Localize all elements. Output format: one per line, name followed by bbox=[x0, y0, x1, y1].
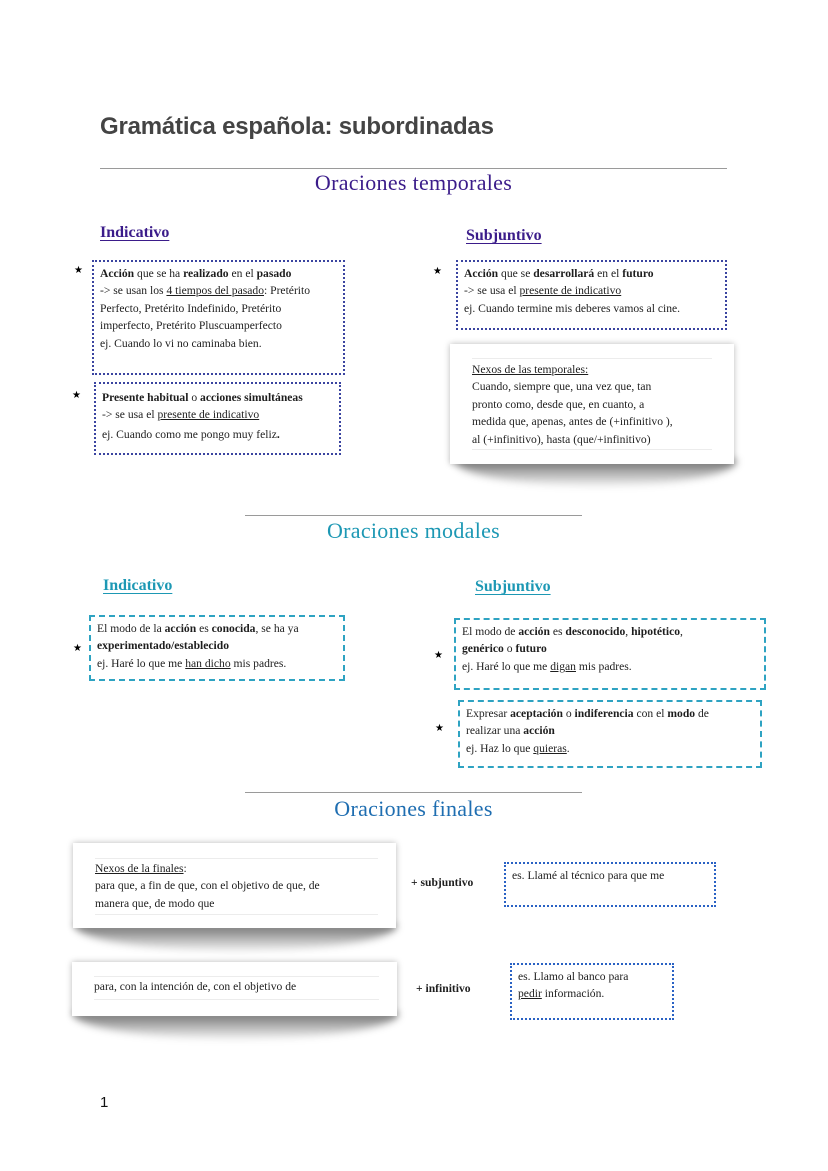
line bbox=[102, 389, 333, 406]
title-divider bbox=[100, 168, 727, 169]
text: ej. Haré lo que me bbox=[97, 656, 186, 670]
keyword: acciones simultáneas bbox=[200, 391, 303, 404]
line: Cuando, siempre que, una vez que, tan bbox=[472, 380, 652, 394]
finales-example-box-infinitivo bbox=[510, 963, 674, 1020]
text: . bbox=[566, 741, 570, 755]
connector-infinitivo: + infinitivo bbox=[416, 982, 471, 995]
section-divider bbox=[245, 792, 582, 793]
keyword: pasado bbox=[256, 267, 292, 280]
line: medida que, apenas, antes de (+infinitivo ), bbox=[472, 415, 673, 429]
line bbox=[462, 640, 758, 657]
keyword: realizado bbox=[183, 267, 229, 280]
temporales-indicativo-box-habitual bbox=[94, 382, 341, 455]
temporales-indicativo-heading: Indicativo bbox=[100, 224, 170, 241]
keyword: Acción bbox=[464, 267, 499, 280]
text: ej. Haz lo que bbox=[466, 741, 534, 755]
bullet-star-icon: ★ bbox=[72, 390, 81, 401]
line bbox=[97, 637, 337, 654]
text: , se ha ya bbox=[255, 622, 299, 635]
card-content bbox=[94, 976, 379, 1000]
line: para, con la intención de, con el objetivo de bbox=[94, 980, 297, 993]
card-heading bbox=[95, 860, 378, 877]
text: con el bbox=[633, 707, 668, 720]
example-line bbox=[518, 985, 666, 1002]
temporales-indicativo-box-pasado bbox=[92, 260, 345, 375]
line: Perfecto, Pretérito Indefinido, Pretérito bbox=[100, 301, 282, 315]
card-heading: Nexos de las temporales: bbox=[472, 363, 589, 376]
keyword: futuro bbox=[515, 642, 547, 656]
underlined-text: quieras bbox=[533, 741, 567, 755]
keyword: experimentado/establecido bbox=[97, 639, 230, 653]
section-title-modales: Oraciones modales bbox=[326, 518, 501, 543]
modales-subjuntivo-box-desconocido bbox=[454, 618, 766, 690]
keyword: aceptación bbox=[510, 707, 563, 720]
text: información. bbox=[541, 987, 605, 1001]
text: El modo de la bbox=[97, 622, 165, 635]
text: ej. Cuando como me pongo muy feliz bbox=[102, 427, 277, 441]
example-line: es. Llamo al banco para bbox=[518, 970, 629, 983]
line bbox=[100, 282, 337, 299]
keyword: genérico bbox=[462, 642, 504, 656]
temporales-subjuntivo-heading: Subjuntivo bbox=[466, 227, 542, 244]
page-title: Gramática española: subordinadas bbox=[100, 113, 494, 140]
text: -> se usa el bbox=[464, 284, 520, 298]
example-line bbox=[97, 655, 337, 672]
bullet-star-icon: ★ bbox=[433, 266, 442, 277]
bullet-star-icon: ★ bbox=[435, 723, 444, 734]
line: pronto como, desde que, en cuanto, a bbox=[472, 397, 645, 411]
modales-indicativo-heading: Indicativo bbox=[103, 577, 173, 594]
line bbox=[466, 705, 754, 722]
underlined-text: pedir bbox=[518, 987, 542, 1001]
underlined-text: 4 tiempos del pasado bbox=[166, 284, 264, 298]
example-line bbox=[102, 426, 333, 443]
line bbox=[102, 406, 333, 423]
text: o bbox=[188, 391, 201, 404]
bullet-star-icon: ★ bbox=[434, 650, 443, 661]
keyword: futuro bbox=[622, 267, 654, 280]
finales-example-box-subjuntivo bbox=[504, 862, 716, 907]
text: mis padres. bbox=[230, 656, 287, 670]
line: manera que, de modo que bbox=[95, 896, 215, 910]
text: : bbox=[183, 862, 187, 875]
keyword: desconocido bbox=[565, 625, 626, 638]
text: ej. Haré lo que me bbox=[462, 659, 551, 673]
example-line: ej. Cuando lo vi no caminaba bien. bbox=[100, 336, 262, 350]
keyword: indiferencia bbox=[574, 707, 634, 720]
temporales-subjuntivo-box-futuro bbox=[456, 260, 727, 330]
card-content bbox=[95, 858, 378, 915]
underlined-text: presente de indicativo bbox=[519, 284, 622, 298]
text: -> se usa el bbox=[102, 408, 158, 422]
text: es bbox=[549, 625, 566, 638]
section-title-temporales: Oraciones temporales bbox=[314, 170, 513, 195]
underlined-text: Nexos de la finales bbox=[95, 862, 184, 875]
example-line: ej. Cuando termine mis deberes vamos al cine. bbox=[464, 301, 681, 315]
modales-indicativo-box bbox=[89, 615, 345, 681]
keyword: hipotético bbox=[631, 625, 681, 638]
text: -> se usan los bbox=[100, 284, 167, 298]
bullet-star-icon: ★ bbox=[73, 643, 82, 654]
text: Expresar bbox=[466, 707, 511, 720]
text: . bbox=[276, 427, 280, 441]
connector-subjuntivo: + subjuntivo bbox=[411, 876, 474, 889]
line: para que, a fin de que, con el objetivo de que, de bbox=[95, 879, 320, 893]
keyword: conocida bbox=[211, 622, 256, 635]
temporales-nexos-card bbox=[450, 344, 734, 464]
text: o bbox=[562, 707, 575, 720]
keyword: modo bbox=[667, 707, 696, 720]
text: en el bbox=[594, 267, 623, 280]
text: : Pretérito bbox=[264, 284, 311, 298]
line: imperfecto, Pretérito Pluscuamperfecto bbox=[100, 319, 282, 333]
keyword: Presente habitual bbox=[102, 391, 189, 404]
line bbox=[466, 722, 754, 739]
modales-subjuntivo-box-aceptacion bbox=[458, 700, 762, 768]
card-shadow bbox=[73, 1013, 399, 1039]
line bbox=[464, 282, 719, 299]
text: , bbox=[625, 625, 632, 638]
underlined-text: digan bbox=[550, 659, 576, 673]
keyword: desarrollará bbox=[533, 267, 595, 280]
text: o bbox=[503, 642, 516, 656]
modales-subjuntivo-heading: Subjuntivo bbox=[475, 578, 551, 595]
text: que se ha bbox=[134, 267, 184, 280]
text: mis padres. bbox=[575, 659, 632, 673]
section-title-finales: Oraciones finales bbox=[334, 796, 493, 821]
keyword: acción bbox=[523, 724, 555, 738]
line bbox=[97, 620, 337, 637]
bullet-star-icon: ★ bbox=[74, 265, 83, 276]
keyword: acción bbox=[518, 625, 550, 638]
keyword: acción bbox=[164, 622, 197, 635]
text: en el bbox=[228, 267, 257, 280]
keyword: Acción bbox=[100, 267, 135, 280]
text: , bbox=[680, 625, 683, 638]
line bbox=[464, 265, 719, 282]
line bbox=[462, 623, 758, 640]
line bbox=[100, 265, 337, 282]
example-line bbox=[466, 740, 754, 757]
underlined-text: han dicho bbox=[185, 656, 231, 670]
page-number: 1 bbox=[100, 1094, 109, 1111]
finales-infinitivo-card bbox=[72, 962, 397, 1016]
text: de bbox=[695, 707, 709, 720]
line: al (+infinitivo), hasta (que/+infinitivo) bbox=[472, 432, 651, 446]
text: que se bbox=[498, 267, 534, 280]
card-shadow bbox=[75, 925, 397, 951]
text: El modo de bbox=[462, 625, 519, 638]
example-line bbox=[462, 658, 758, 675]
text: es bbox=[196, 622, 212, 635]
finales-nexos-card bbox=[73, 843, 396, 928]
text: realizar una bbox=[466, 724, 524, 738]
example-line: es. Llamé al técnico para que me bbox=[512, 869, 665, 882]
section-divider bbox=[245, 515, 582, 516]
underlined-text: presente de indicativo bbox=[157, 408, 260, 422]
card-content bbox=[472, 358, 712, 450]
